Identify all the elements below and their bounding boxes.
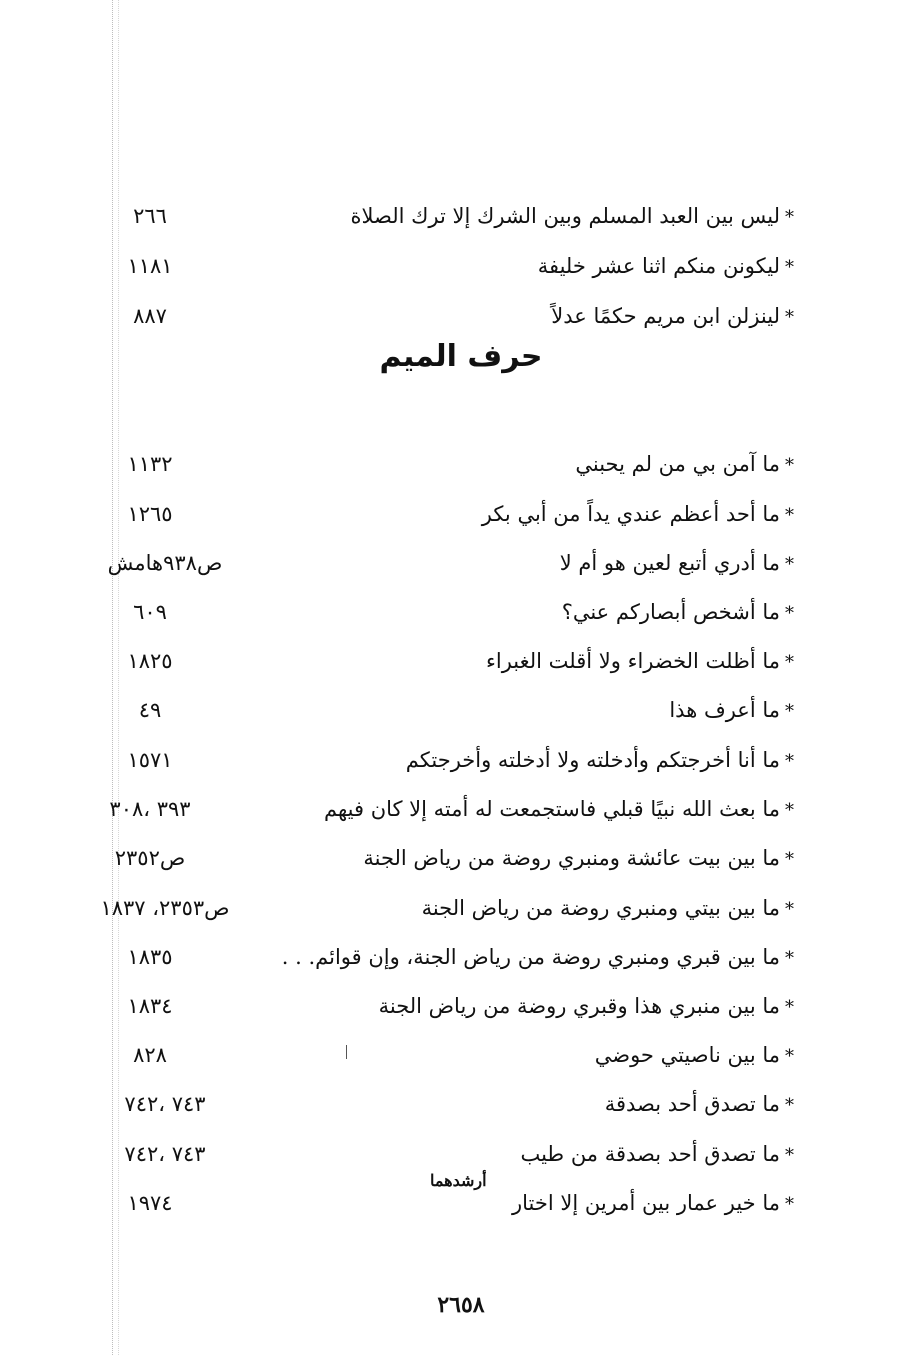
asterisk-marker: * — [785, 997, 794, 1018]
entry-label: ليس بين العبد المسلم وبين الشرك إلا ترك الصلاة — [350, 204, 780, 228]
entry-text — [406, 740, 794, 782]
entry-text — [562, 592, 794, 634]
asterisk-marker: * — [785, 849, 794, 870]
entry-extra-text: أرشدهما — [430, 1171, 487, 1190]
entry-text — [350, 196, 794, 238]
entry-label: ما أدري أتبع لعين هو أم لا — [559, 551, 780, 575]
asterisk-marker: * — [785, 455, 794, 476]
asterisk-marker: * — [785, 1046, 794, 1067]
entry-label: ما خير عمار بين أمرين إلا اختار — [512, 1191, 780, 1215]
list-item — [0, 1171, 922, 1223]
entry-ref: ١١٨١ — [127, 254, 173, 278]
list-item — [0, 1134, 922, 1174]
list-item — [0, 1035, 922, 1075]
entry-label: ما بين قبري ومنبري روضة من رياض الجنة، وإن قوائم. . . — [281, 945, 780, 969]
entry-label: لينزلن ابن مريم حكمًا عدلاً — [551, 304, 780, 328]
list-item — [0, 592, 922, 632]
list-item — [0, 838, 922, 878]
entry-ref: ٧٤٣ ،٧٤٢ — [124, 1092, 206, 1116]
list-item — [0, 246, 922, 286]
list-item — [0, 740, 922, 780]
asterisk-marker: * — [785, 800, 794, 821]
entry-ref: ١٩٧٤ — [127, 1191, 173, 1215]
entry-label: ما تصدق أحد بصدقة من طيب — [520, 1142, 780, 1166]
asterisk-marker: * — [785, 948, 794, 969]
asterisk-marker: * — [785, 1095, 794, 1116]
entry-ref: ١٥٧١ — [127, 748, 173, 772]
list-item — [0, 196, 922, 236]
entry-ref: ص٢٣٥٢ — [114, 846, 186, 870]
list-item — [0, 888, 922, 928]
entry-label: ما أشخص أبصاركم عني؟ — [561, 600, 780, 624]
entry-text — [379, 986, 794, 1028]
entry-label: ليكونن منكم اثنا عشر خليفة — [537, 254, 780, 278]
entry-label: ما بين منبري هذا وقبري روضة من رياض الجنة — [378, 994, 780, 1018]
section-heading: حرف الميم — [379, 339, 543, 374]
entry-ref: ١٨٢٥ — [127, 649, 173, 673]
list-item — [0, 444, 922, 484]
asterisk-marker: * — [785, 505, 794, 526]
entry-ref: ص٢٣٥٣، ١٨٣٧ — [100, 896, 230, 920]
asterisk-marker: * — [785, 307, 794, 328]
entry-ref: ١٨٣٤ — [127, 994, 173, 1018]
entry-ref: ٢٦٦ — [133, 204, 167, 228]
list-item — [0, 1084, 922, 1124]
asterisk-marker: * — [785, 701, 794, 722]
entry-text — [605, 1084, 794, 1126]
entry-text — [575, 444, 794, 486]
entry-text — [560, 543, 794, 585]
entry-label: ما بين بيت عائشة ومنبري روضة من رياض الجنة — [363, 846, 780, 870]
entry-text — [595, 1035, 794, 1077]
entry-text — [422, 888, 794, 930]
entry-label: ما بين ناصيتي حوضي — [594, 1043, 780, 1067]
asterisk-marker: * — [785, 554, 794, 575]
entry-ref: ٣٩٣ ،٣٠٨ — [109, 797, 191, 821]
entry-text — [482, 494, 794, 536]
entry-text — [363, 838, 794, 880]
entry-ref: ٨٨٧ — [133, 304, 167, 328]
entry-ref: ٧٤٣ ،٧٤٢ — [124, 1142, 206, 1166]
entry-text — [512, 1183, 794, 1225]
list-item — [0, 494, 922, 534]
list-item — [0, 937, 922, 977]
entry-text — [669, 690, 794, 732]
list-item — [0, 543, 922, 583]
list-item — [0, 986, 922, 1026]
list-item — [0, 690, 922, 730]
asterisk-marker: * — [785, 652, 794, 673]
asterisk-marker: * — [785, 207, 794, 228]
entry-text — [538, 246, 794, 288]
asterisk-marker: * — [785, 1145, 794, 1166]
list-item — [0, 789, 922, 829]
entry-label: ما أظلت الخضراء ولا أقلت الغبراء — [486, 649, 780, 673]
asterisk-marker: * — [785, 1194, 794, 1215]
entry-label: ما بعث الله نبيًا قبلي فاستجمعت له أمته إلا كان فيهم — [323, 797, 780, 821]
entry-text — [282, 937, 794, 979]
entry-ref: ص٩٣٨هامش — [107, 551, 223, 575]
entry-label: ما أنا أخرجتكم وأدخلته ولا أدخلته وأخرجتكم — [405, 748, 780, 772]
entry-text — [486, 641, 794, 683]
page-number: ٢٦٥٨ — [437, 1292, 485, 1318]
entry-label: ما تصدق أحد بصدقة — [604, 1092, 780, 1116]
asterisk-marker: * — [785, 751, 794, 772]
asterisk-marker: * — [785, 899, 794, 920]
entry-ref: ٤٩ — [138, 698, 162, 722]
entry-ref: ١١٣٢ — [127, 452, 173, 476]
asterisk-marker: * — [785, 603, 794, 624]
entry-text — [520, 1134, 794, 1176]
entry-text — [324, 789, 794, 831]
entry-label: ما أحد أعظم عندي يداً من أبي بكر — [481, 502, 780, 526]
entry-label: ما أعرف هذا — [669, 698, 780, 722]
list-item — [0, 296, 922, 336]
entry-label: ما آمن بي من لم يحبني — [575, 452, 780, 476]
stray-mark — [346, 1045, 347, 1059]
list-item — [0, 641, 922, 681]
entry-label: ما بين بيتي ومنبري روضة من رياض الجنة — [421, 896, 780, 920]
entry-ref: ٨٢٨ — [133, 1043, 167, 1067]
asterisk-marker: * — [785, 257, 794, 278]
entry-ref: ٦٠٩ — [133, 600, 167, 624]
entry-ref: ١٢٦٥ — [127, 502, 173, 526]
entry-ref: ١٨٣٥ — [127, 945, 173, 969]
